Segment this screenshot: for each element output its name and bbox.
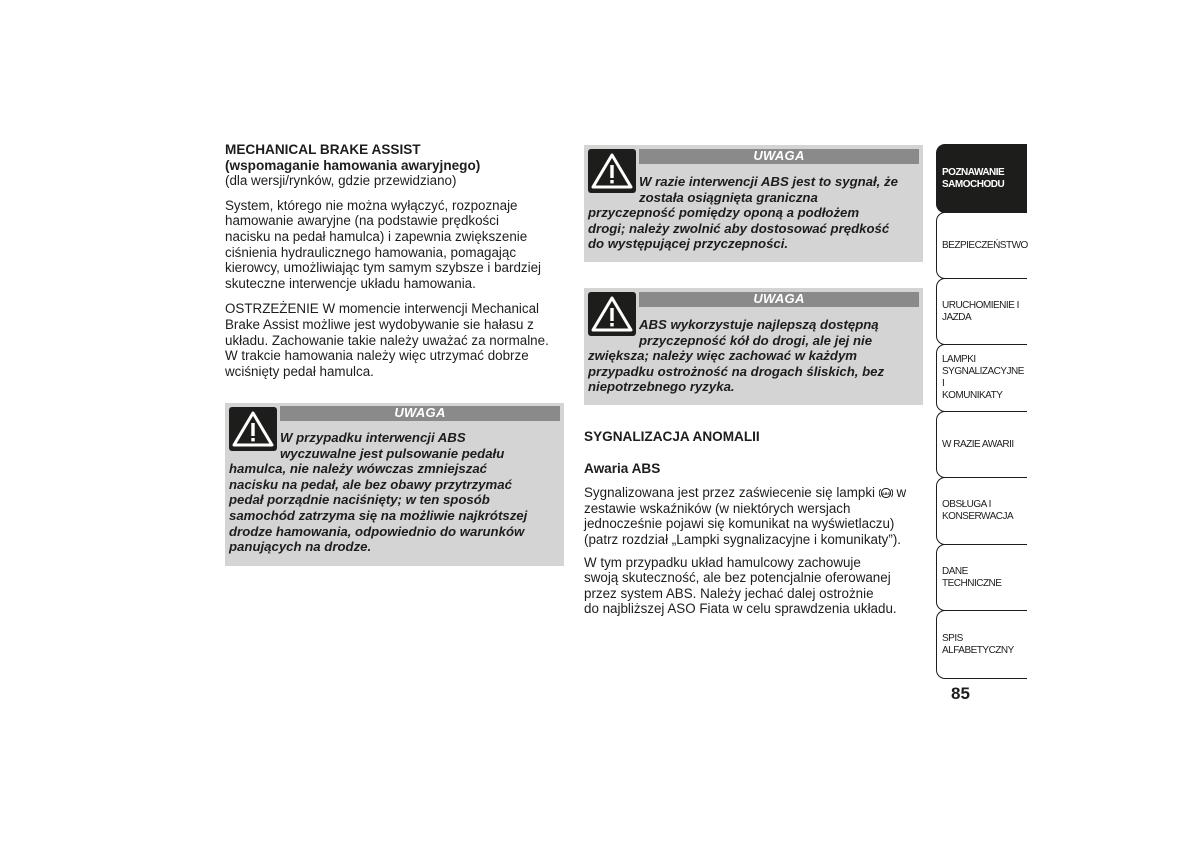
section-heading: MECHANICAL BRAKE ASSIST xyxy=(225,142,421,157)
abs-warning-lamp-icon xyxy=(879,487,893,499)
warning-box-abs-grip xyxy=(584,288,923,405)
tab-w-razie-awarii[interactable]: W RAZIE AWARII xyxy=(936,411,1027,478)
warning-text: ABS wykorzystuje najlepszą dostępną przyczepność kół do drogi, ale jej nie zwiększa; należy więc zachować w każdym przypadku ostrożność na drogach śliskich, bez niepotrzebnego ryzyka. xyxy=(588,317,885,395)
subsection-title: Awaria ABS xyxy=(584,460,661,476)
warning-text: W razie interwencji ABS jest to sygnał, że została osiągnięta graniczna przyczepność pomiędzy oponą a podłożem drogi; należy zwolnić aby dostosować prędkość do występującej przyczepności. xyxy=(588,174,898,252)
abs-failure-description: Sygnalizowana jest przez zaświecenie się lampki ABS w zestawie wskaźników (w niektórych wersjach jednocześnie pojawi się komunikat na wyświetlaczu) (patrz rozdział „Lampki sygnalizacyjne i komunikaty”). xyxy=(584,485,907,547)
page-number: 85 xyxy=(951,684,970,703)
warning-label: UWAGA xyxy=(280,406,560,421)
section-subheading: (wspomaganie hamowania awaryjnego) xyxy=(225,157,481,173)
tab-spis-alfabetyczny[interactable]: SPIS ALFABETYCZNY xyxy=(936,610,1027,679)
warning-text: W przypadku interwencji ABS wyczuwalne jest pulsowanie pedału hamulca, nie należy wówczas zmniejszać nacisku na pedał, ale bez obawy przytrzymać pedał porządnie naciśnięty; w ten sposób samochód zatrzyma się na możliwie najkrótszej drodze hamowania, odpowiednio do warunków panujących na drodze. xyxy=(229,430,528,555)
tab-uruchomienie-i-jazda[interactable]: URUCHOMIENIE I JAZDA xyxy=(936,278,1027,345)
right-column xyxy=(584,429,929,617)
abs-failure-advice: W tym przypadku układ hamulcowy zachowuje swoją skuteczność, ale bez potencjalnie oferowanej przez system ABS. Należy jechać dalej ostrożnie do najbliższej ASO Fiata w celu sprawdzenia układu. xyxy=(584,554,897,617)
left-column xyxy=(225,142,567,379)
tab-dane-techniczne[interactable]: DANE TECHNICZNE xyxy=(936,544,1027,611)
tab-lampki-sygnalizacyjne[interactable]: LAMPKI SYGNALIZACYJNE I KOMUNIKATY xyxy=(936,344,1027,412)
tab-poznawanie-samochodu[interactable]: POZNAWANIE SAMOCHODU xyxy=(936,144,1027,213)
warning-label: UWAGA xyxy=(639,149,919,164)
tab-bezpieczenstwo[interactable]: BEZPIECZEŃSTWO xyxy=(936,212,1027,279)
warning-box-abs-pedal xyxy=(225,403,564,566)
section-note: (dla wersji/rynków, gdzie przewidziano) xyxy=(225,173,457,189)
tab-obsluga-i-konserwacja[interactable]: OBSŁUGA I KONSERWACJA xyxy=(936,477,1027,545)
section-title: SYGNALIZACJA ANOMALII xyxy=(584,429,760,444)
svg-text:ABS: ABS xyxy=(881,490,890,496)
mba-description: System, którego nie można wyłączyć, rozpoznaje hamowanie awaryjne (na podstawie prędkości nacisku na pedał hamulca) i zapewnia zwiększenie ciśnienia hydraulicznego hamowania, pomagając kierowcy, umożliwiając tym samym szybsze i bardziej skuteczne interwencje układu hamowania. xyxy=(225,197,541,291)
warning-label: UWAGA xyxy=(639,292,919,307)
warning-box-abs-signal xyxy=(584,145,923,262)
mba-warning-text: OSTRZEŻENIE W momencie interwencji Mechanical Brake Assist możliwe jest wydobywanie sie hałasu z układu. Zachowanie takie należy uważać za normalne. W trakcie hamowania należy więc utrzymać dobrze wciśnięty pedał hamulca. xyxy=(225,301,549,379)
